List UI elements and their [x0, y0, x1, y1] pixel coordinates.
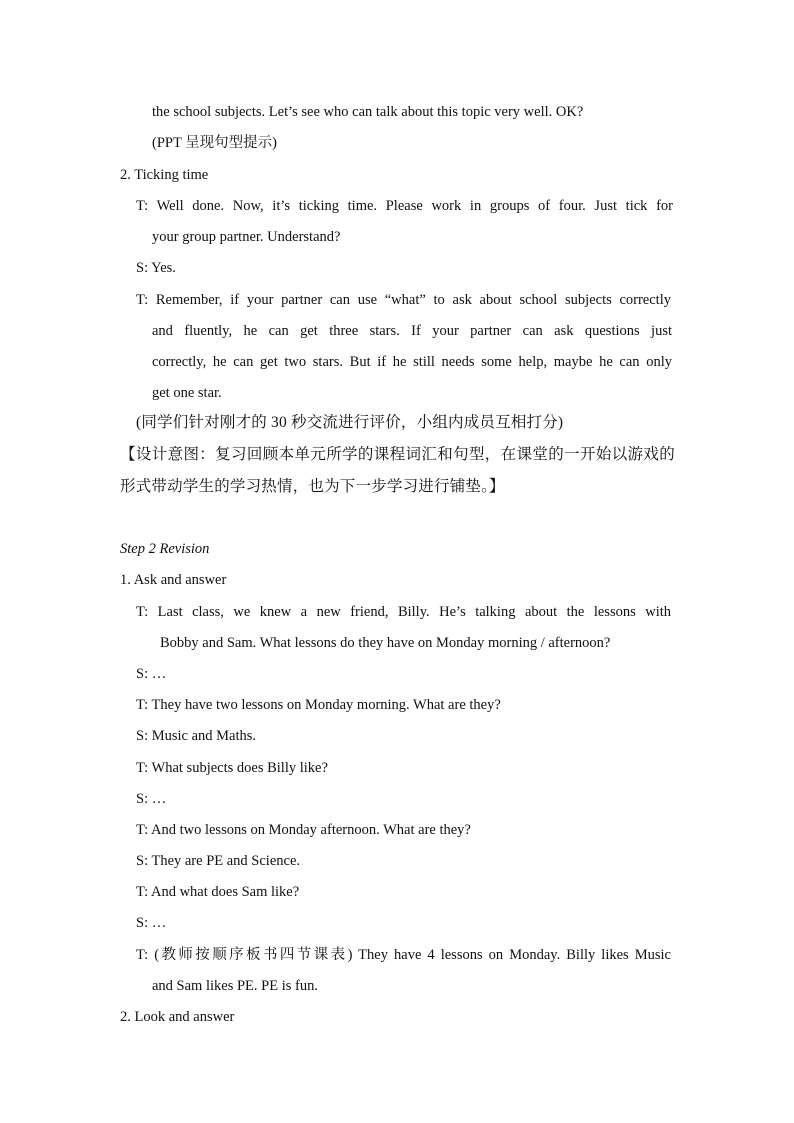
dialogue-line: S: … [136, 791, 167, 807]
section-heading-ticking-time: 2. Ticking time [120, 167, 209, 183]
dialogue-line: T: Last class, we knew a new friend, Billy. He’s talking about the lessons with [136, 604, 671, 620]
dialogue-line: S: … [136, 915, 167, 931]
dialogue-line: T: (教师按顺序板书四节课表) They have 4 lessons on Monday. Billy likes Music [136, 947, 671, 963]
dialogue-line: the school subjects. Let’s see who can talk about this topic very well. OK? [152, 104, 584, 120]
dialogue-line: Bobby and Sam. What lessons do they have on Monday morning / afternoon? [160, 635, 611, 651]
design-intent-line: 形式带动学生的学习热情，也为下一步学习进行铺垫。】 [120, 478, 505, 495]
dialogue-line: S: Music and Maths. [136, 728, 257, 744]
dialogue-line: S: They are PE and Science. [136, 853, 301, 869]
ppt-note: (PPT 呈现句型提示) [152, 135, 278, 151]
dialogue-line: get one star. [152, 385, 222, 401]
section-heading-look-and-answer: 2. Look and answer [120, 1009, 235, 1025]
dialogue-line: S: … [136, 666, 167, 682]
dialogue-line: T: Well done. Now, it’s ticking time. Please work in groups of four. Just tick for [136, 198, 673, 214]
section-heading-ask-and-answer: 1. Ask and answer [120, 572, 227, 588]
step-heading: Step 2 Revision [120, 541, 210, 557]
dialogue-line: and fluently, he can get three stars. If your partner can ask questions just [152, 323, 672, 339]
dialogue-line: T: Remember, if your partner can use “what” to ask about school subjects correctly [136, 292, 671, 308]
evaluation-note: (同学们针对刚才的 30 秒交流进行评价，小组内成员互相打分) [136, 414, 564, 431]
dialogue-line: T: What subjects does Billy like? [136, 760, 328, 776]
design-intent-line: 【设计意图：复习回顾本单元所学的课程词汇和句型，在课堂的一开始以游戏的 [120, 446, 675, 463]
dialogue-line: and Sam likes PE. PE is fun. [152, 978, 318, 994]
dialogue-line: S: Yes. [136, 260, 176, 276]
dialogue-line: T: And what does Sam like? [136, 884, 300, 900]
dialogue-line: correctly, he can get two stars. But if he still needs some help, maybe he can only [152, 354, 672, 370]
dialogue-line: your group partner. Understand? [152, 229, 341, 245]
dialogue-line: T: They have two lessons on Monday morning. What are they? [136, 697, 501, 713]
dialogue-line: T: And two lessons on Monday afternoon. What are they? [136, 822, 471, 838]
